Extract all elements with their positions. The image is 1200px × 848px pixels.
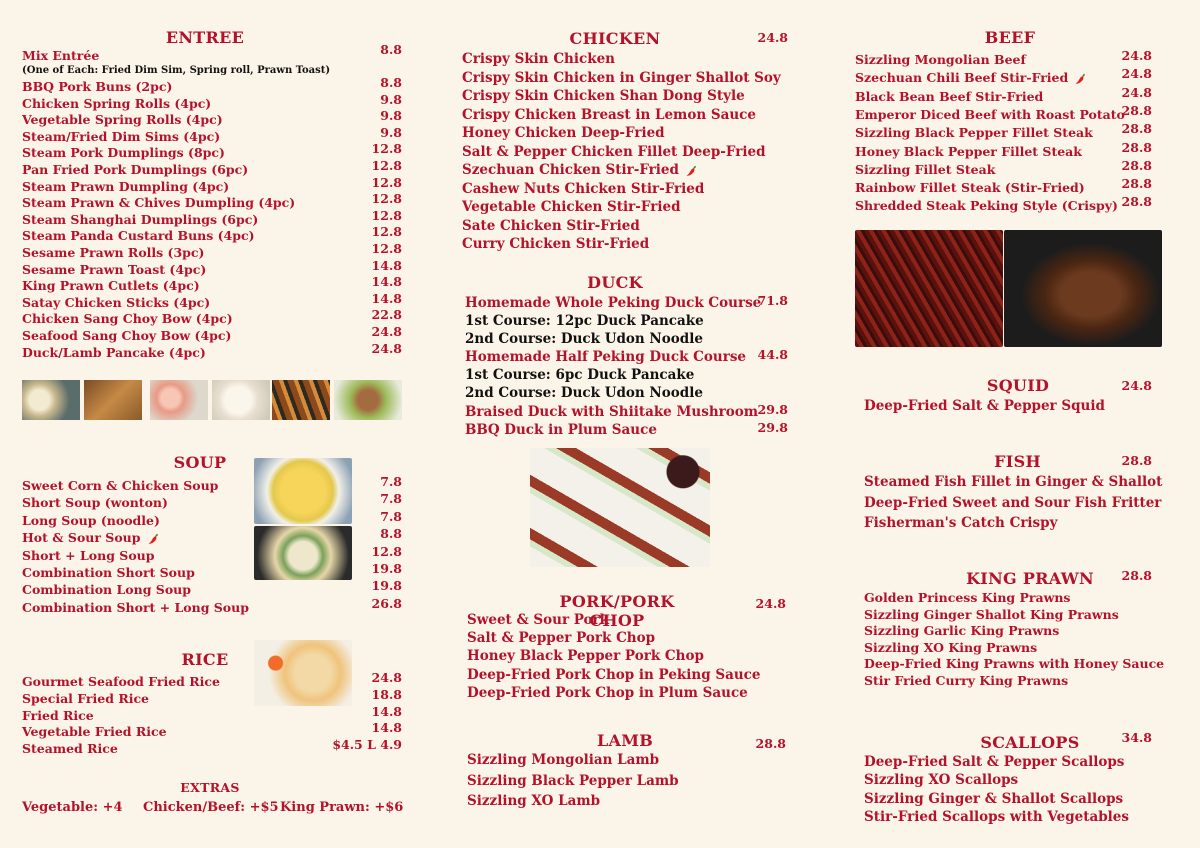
menu-item-name: Steam/Fried Dim Sims (4pc) (22, 128, 221, 144)
menu-item-name: Fisherman's Catch Crispy (864, 515, 1058, 532)
duck-half-course-1: 1st Course: 6pc Duck Pancake (465, 367, 695, 383)
crispy-beef-photo (855, 230, 1003, 347)
menu-item-name: Szechuan Chili Beef Stir-Fried (855, 70, 1088, 86)
menu-item-name: Sizzling XO Scallops (864, 772, 1019, 789)
menu-item-price: 28.8 (1121, 176, 1152, 192)
menu-item-price: 24.8 (371, 324, 402, 339)
menu-item-price: 9.8 (380, 124, 402, 140)
menu-item-price: 28.8 (1121, 102, 1152, 118)
menu-item-price: 19.8 (371, 561, 402, 576)
menu-item-price: 22.8 (371, 307, 402, 323)
menu-item-name: Crispy Skin Chicken in Ginger Shallot Soy (462, 69, 781, 86)
menu-item-name: Short + Long Soup (22, 547, 155, 563)
menu-item-name: Shredded Steak Peking Style (Crispy) (855, 198, 1118, 214)
menu-item-name: Honey Black Pepper Pork Chop (467, 648, 704, 665)
fish-price: 28.8 (1121, 453, 1152, 468)
beef-title: BEEF (984, 28, 1036, 47)
extra-vegetable: Vegetable: +4 (22, 800, 123, 815)
menu-item-price: 28.8 (1121, 139, 1152, 155)
menu-item-name: Sweet & Sour Pork (467, 612, 610, 628)
menu-item-price: 7.8 (380, 508, 402, 524)
menu-item-price: 12.8 (371, 543, 402, 559)
menu-item-name: Sesame Prawn Toast (4pc) (22, 261, 207, 277)
satay-sticks-photo (272, 380, 330, 420)
menu-item-price: 8.8 (380, 75, 402, 90)
menu-item-price: 12.8 (371, 158, 402, 173)
menu-item-name: BBQ Pork Buns (2pc) (22, 79, 173, 94)
king-prawn-price: 28.8 (1121, 568, 1152, 583)
lamb-price: 28.8 (755, 736, 786, 751)
menu-item-name: Long Soup (noodle) (22, 512, 160, 528)
menu-item-name: Crispy Skin Chicken (462, 51, 615, 67)
menu-item-price: 8.8 (380, 526, 402, 542)
menu-item-price: 28.8 (1121, 121, 1152, 137)
duck-half-course-2: 2nd Course: Duck Udon Noodle (465, 385, 703, 401)
menu-item-price: 24.8 (1121, 48, 1152, 63)
bbq-pork-bun-photo (212, 380, 270, 420)
menu-item-price: 12.8 (371, 207, 402, 223)
rice-title: RICE (181, 650, 229, 669)
fish-title: FISH (994, 452, 1041, 471)
duck-whole-course-2: 2nd Course: Duck Udon Noodle (465, 331, 703, 347)
menu-item-price: 24.8 (1121, 84, 1152, 100)
menu-item-name: Salt & Pepper Chicken Fillet Deep-Fried (462, 143, 766, 160)
duck-whole-course: Homemade Whole Peking Duck Course (465, 295, 762, 311)
duck-half-price: 44.8 (757, 347, 788, 362)
menu-item-price: 14.8 (371, 703, 402, 719)
menu-item-price: 7.8 (380, 474, 402, 489)
menu-item-name: Deep-Fried Sweet and Sour Fish Fritter (864, 494, 1162, 511)
menu-item-name: Pan Fried Pork Dumplings (6pc) (22, 162, 249, 177)
extras-title: EXTRAS (180, 780, 240, 795)
menu-item-name: Combination Short Soup (22, 565, 195, 580)
menu-item-note: (One of Each: Fried Dim Sim, Spring roll, Prawn Toast) (22, 65, 331, 76)
menu-item-name: King Prawn Cutlets (4pc) (22, 278, 200, 294)
menu-item-name: Steamed Rice (22, 741, 118, 757)
menu-item-name: Combination Short + Long Soup (22, 599, 249, 615)
menu-item-name: Szechuan Chicken Stir-Fried (462, 162, 699, 178)
menu-item-name: Emperor Diced Beef with Roast Potato (855, 106, 1125, 122)
menu-item-name: Combination Long Soup (22, 582, 191, 598)
duck-half-course: Homemade Half Peking Duck Course (465, 349, 747, 365)
menu-item-name: Fried Rice (22, 707, 94, 723)
chili-pepper-icon (147, 532, 161, 546)
duck-whole-course-1: 1st Course: 12pc Duck Pancake (465, 313, 704, 329)
menu-item-price: $4.5 L 4.9 (332, 737, 402, 753)
menu-item-name: Vegetable Spring Rolls (4pc) (22, 112, 223, 128)
menu-item-price: 24.8 (1121, 66, 1152, 82)
menu-item-name: Sizzling XO King Prawns (864, 639, 1038, 655)
menu-item-name: Satay Chicken Sticks (4pc) (22, 294, 211, 310)
prawn-dumpling-photo (150, 380, 208, 420)
menu-item-name: Sizzling Fillet Steak (855, 161, 996, 177)
menu-item-price: 12.8 (371, 191, 402, 207)
menu-item-price: 18.8 (371, 686, 402, 702)
menu-item-name: Sizzling Mongolian Beef (855, 52, 1026, 67)
duck-title: DUCK (587, 273, 643, 292)
king-prawn-title: KING PRAWN (966, 569, 1094, 588)
menu-item-name: Gourmet Seafood Fried Rice (22, 674, 220, 689)
menu-item-name: Deep-Fried King Prawns with Honey Sauce (864, 656, 1165, 672)
menu-item-name: Chicken Spring Rolls (4pc) (22, 95, 212, 111)
menu-item-price: 9.8 (380, 108, 402, 124)
menu-item-name: Hot & Sour Soup (22, 530, 161, 546)
menu-item-name: Honey Black Pepper Fillet Steak (855, 143, 1082, 159)
menu-item-price: 24.8 (371, 340, 402, 356)
entree-title: ENTREE (165, 28, 245, 47)
menu-item-name: Steam Prawn Dumpling (4pc) (22, 178, 230, 194)
menu-item-name: Deep-Fried Pork Chop in Plum Sauce (467, 684, 748, 701)
menu-item-name: Special Fried Rice (22, 690, 150, 706)
menu-item-price: 14.8 (371, 290, 402, 306)
menu-item-name: Salt & Pepper Pork Chop (467, 630, 656, 647)
chicken-price: 24.8 (757, 30, 788, 45)
menu-item-price: 12.8 (371, 141, 402, 157)
sang-choy-bow-photo (334, 380, 402, 420)
duck-bbq: BBQ Duck in Plum Sauce (465, 422, 657, 438)
scallops-price: 34.8 (1121, 730, 1152, 745)
pork-title: PORK/PORK CHOP (559, 592, 675, 630)
peking-duck-photo (530, 448, 710, 567)
menu-item-name: Sweet Corn & Chicken Soup (22, 478, 219, 493)
menu-item-name: Short Soup (wonton) (22, 495, 168, 511)
menu-item-name: Sizzling Garlic King Prawns (864, 623, 1060, 639)
duck-braised-price: 29.8 (757, 402, 788, 417)
menu-item-price: 8.8 (380, 42, 402, 57)
menu-item-price: 19.8 (371, 578, 402, 594)
menu-item-name: Steam Panda Custard Buns (4pc) (22, 228, 255, 244)
menu-item-price: 24.8 (371, 670, 402, 685)
menu-item-name: Sizzling Ginger & Shallot Scallops (864, 790, 1124, 807)
menu-item-price: 9.8 (380, 91, 402, 107)
menu-item-name: Chicken Sang Choy Bow (4pc) (22, 311, 233, 327)
menu-item-price: 12.8 (371, 224, 402, 240)
duck-bbq-price: 29.8 (757, 420, 788, 435)
menu-item-name: Steamed Fish Fillet in Ginger & Shallot (864, 474, 1163, 490)
menu-item-name: Sizzling Ginger Shallot King Prawns (864, 606, 1119, 622)
menu-item-name: Crispy Chicken Breast in Lemon Sauce (462, 106, 756, 123)
menu-item-price: 26.8 (371, 595, 402, 611)
menu-item-price: 28.8 (1121, 157, 1152, 173)
menu-item-name: Honey Chicken Deep-Fried (462, 125, 665, 141)
extra-king-prawn: King Prawn: +$6 (280, 800, 404, 815)
scallops-title: SCALLOPS (980, 733, 1080, 752)
menu-item-price: 12.8 (371, 174, 402, 190)
menu-item-name: Seafood Sang Choy Bow (4pc) (22, 328, 232, 343)
menu-item-name: Rainbow Fillet Steak (Stir-Fried) (855, 180, 1085, 196)
menu-item-name: Stir-Fried Scallops with Vegetables (864, 808, 1129, 825)
squid-title: SQUID (986, 376, 1050, 395)
menu-item-name: Deep-Fried Pork Chop in Peking Sauce (467, 666, 761, 683)
chili-pepper-icon (685, 164, 699, 178)
menu-item-name: Golden Princess King Prawns (864, 590, 1071, 605)
menu-item-name: Stir Fried Curry King Prawns (864, 673, 1069, 688)
duck-whole-price: 71.8 (757, 293, 788, 308)
menu-item-name: Steam Pork Dumplings (8pc) (22, 145, 225, 161)
menu-item-name: Steam Shanghai Dumplings (6pc) (22, 211, 259, 227)
menu-item-price: 12.8 (371, 241, 402, 256)
menu-item-name: Black Bean Beef Stir-Fried (855, 88, 1044, 104)
menu-item-name: Sate Chicken Stir-Fried (462, 217, 640, 234)
sizzling-beef-photo (1004, 230, 1162, 347)
menu-item-name: Deep-Fried Salt & Pepper Scallops (864, 754, 1125, 770)
menu-item-name: Vegetable Chicken Stir-Fried (462, 199, 681, 215)
lamb-title: LAMB (596, 731, 654, 750)
menu-item-name: Duck/Lamb Pancake (4pc) (22, 344, 206, 360)
dim-sim-photo (22, 380, 80, 420)
prawn-toast-photo (84, 380, 142, 420)
menu-item-name: Sizzling XO Lamb (467, 793, 601, 809)
menu-item-price: 28.8 (1121, 194, 1152, 210)
menu-item-name: Sizzling Black Pepper Fillet Steak (855, 125, 1093, 141)
pork-price: 24.8 (755, 596, 786, 611)
squid-price: 24.8 (1121, 378, 1152, 393)
menu-item-price: 7.8 (380, 491, 402, 507)
menu-item-price: 14.8 (371, 720, 402, 736)
duck-braised: Braised Duck with Shiitake Mushroom (465, 404, 759, 420)
menu-item-name: Cashew Nuts Chicken Stir-Fried (462, 180, 705, 197)
extra-chicken-beef: Chicken/Beef: +$5 (143, 800, 279, 815)
menu-item-name: Crispy Skin Chicken Shan Dong Style (462, 88, 745, 104)
menu-item-name: Steam Prawn & Chives Dumpling (4pc) (22, 195, 296, 211)
menu-item-name: Sizzling Mongolian Lamb (467, 752, 660, 768)
menu-item-name: Deep-Fried Salt & Pepper Squid (864, 398, 1105, 414)
menu-item-name: Sesame Prawn Rolls (3pc) (22, 245, 205, 260)
menu-item-price: 14.8 (371, 257, 402, 273)
menu-item-name: Curry Chicken Stir-Fried (462, 236, 650, 252)
menu-item-name: Vegetable Fried Rice (22, 724, 167, 740)
menu-item-name: Mix Entrée (22, 48, 100, 63)
menu-item-name: Sizzling Black Pepper Lamb (467, 772, 679, 789)
menu-item-price: 14.8 (371, 274, 402, 290)
chicken-title: CHICKEN (569, 29, 661, 48)
soup-title: SOUP (173, 453, 227, 472)
